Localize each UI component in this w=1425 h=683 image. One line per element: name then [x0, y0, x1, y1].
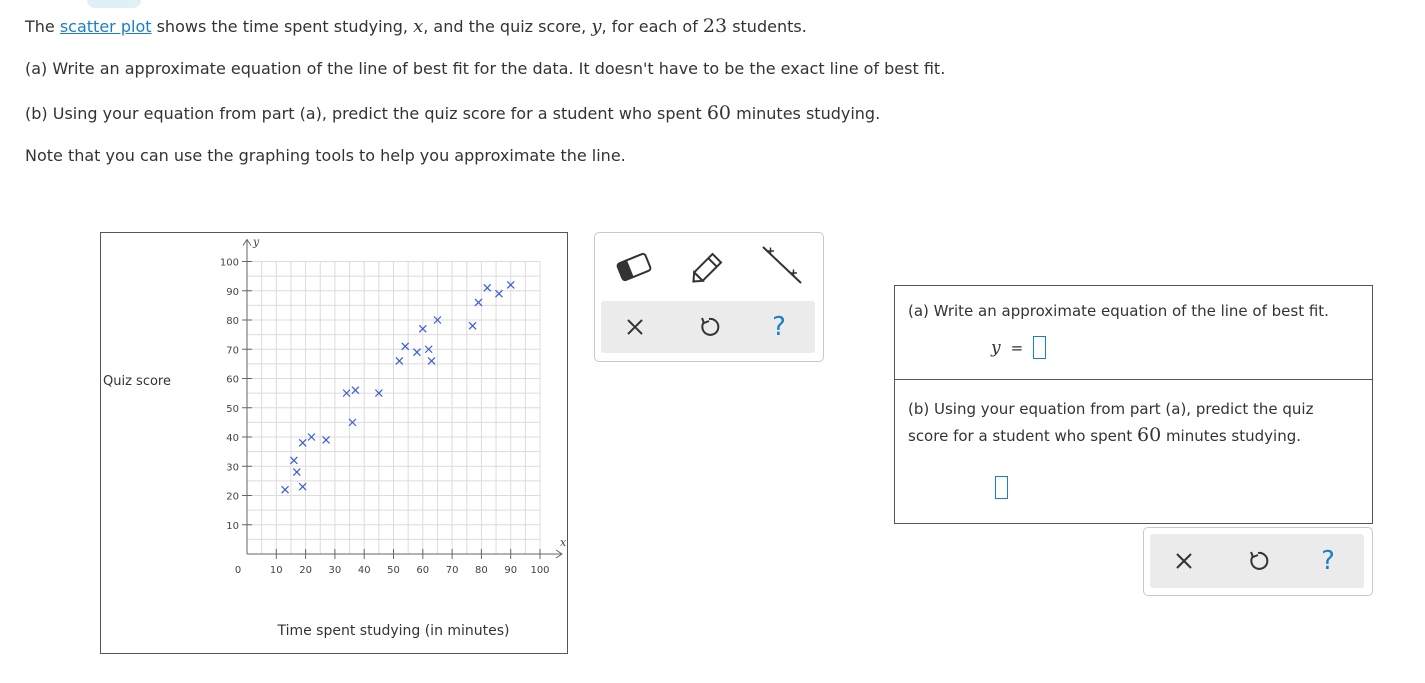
undo-graph-button[interactable]: [679, 305, 739, 349]
pencil-tool-button[interactable]: [679, 243, 739, 289]
x-tick-label: 40: [357, 565, 371, 576]
x-tick-label: 80: [475, 565, 488, 576]
origin-label: 0: [234, 565, 242, 576]
y-tick-label: 60: [226, 374, 239, 386]
equation-input[interactable]: [1033, 336, 1046, 359]
equation-var: y: [991, 337, 1001, 358]
y-axis-var: y: [253, 235, 260, 249]
undo-icon: [698, 316, 720, 338]
y-tick-label: 100: [219, 257, 239, 269]
x-axis-var: x: [560, 536, 567, 549]
x-tick-label: 30: [328, 565, 342, 576]
answer-a-label: (a) Write an approximate equation of the line of best fit.: [908, 302, 1329, 320]
answer-panel-b: [894, 379, 1373, 524]
answer-b-label: [908, 396, 1348, 449]
help-graph-button[interactable]: [749, 305, 809, 349]
top-tab-indicator: [87, 0, 141, 8]
minutes-value: 60: [706, 102, 732, 124]
help-icon: ?: [1321, 546, 1335, 576]
equation-row: [991, 336, 1046, 359]
y-tick-label: 80: [226, 316, 239, 327]
prompt-text: , for each of: [601, 17, 703, 36]
data-point: [469, 322, 476, 329]
prompt-text: minutes studying.: [731, 104, 881, 123]
scatter-plot-area[interactable]: [100, 232, 568, 654]
y-tick-label: 20: [226, 491, 239, 503]
undo-icon: [1247, 550, 1269, 572]
prompt-note: Note that you can use the graphing tools to help you approximate the line.: [25, 146, 626, 165]
prompt-text: The: [25, 17, 60, 36]
prompt-text: , and the quiz score,: [423, 17, 592, 36]
prompt-text: students.: [727, 17, 807, 36]
equals-sign: =: [1010, 338, 1024, 357]
y-tick-label: 90: [226, 286, 239, 298]
undo-answer-button[interactable]: [1228, 539, 1288, 583]
graph-action-row: [601, 301, 815, 353]
prompt-part-b: [25, 102, 880, 124]
line-tool-icon: [753, 243, 813, 289]
x-tick-label: 10: [269, 565, 283, 576]
var-x: x: [413, 16, 424, 37]
eraser-tool-button[interactable]: [603, 243, 663, 289]
y-tick-label: 70: [226, 345, 239, 357]
prompt-part-a: (a) Write an approximate equation of the line of best fit for the data. It doesn't have to be the exact line of best fit.: [25, 59, 946, 78]
y-tick-label: 40: [226, 433, 239, 444]
prediction-input[interactable]: [995, 476, 1008, 499]
y-tick-label: 30: [226, 462, 239, 474]
prompt-line-1: [25, 15, 807, 37]
prompt-text: shows the time spent studying,: [151, 17, 414, 36]
y-tick-label: 10: [226, 520, 239, 532]
data-point: [293, 469, 300, 476]
x-tick-label: 100: [530, 565, 550, 576]
eraser-icon: [603, 243, 663, 289]
x-axis-label: Time spent studying (in minutes): [277, 623, 510, 639]
answer-b-text: minutes studying.: [1161, 427, 1301, 445]
close-icon: [1174, 551, 1194, 571]
graph-tool-panel: [594, 232, 824, 362]
y-tick-label: 50: [226, 403, 239, 415]
answer-action-row: [1150, 534, 1364, 588]
y-axis-label: Quiz score: [103, 374, 171, 389]
x-tick-label: 90: [504, 565, 518, 576]
answer-tool-panel: [1143, 527, 1373, 596]
x-tick-label: 20: [299, 565, 312, 576]
var-y: y: [591, 16, 602, 37]
student-count: 23: [702, 15, 728, 37]
x-tick-label: 70: [445, 565, 459, 576]
clear-graph-button[interactable]: [605, 305, 665, 349]
clear-answer-button[interactable]: [1154, 539, 1214, 583]
answer-b-minutes: 60: [1136, 424, 1162, 446]
scatter-plot-svg[interactable]: [101, 233, 567, 653]
prompt-text: (b) Using your equation from part (a), predict the quiz score for a student who spent: [25, 104, 707, 123]
answer-b-text: (b) Using your equation from part (a), predict the quiz score for a student who spent: [908, 400, 1314, 445]
help-icon: ?: [772, 312, 786, 342]
x-tick-label: 60: [416, 565, 430, 576]
close-icon: [625, 317, 645, 337]
scatter-plot-link[interactable]: scatter plot: [59, 17, 152, 36]
help-answer-button[interactable]: [1298, 539, 1358, 583]
answer-panel-a: [894, 285, 1373, 380]
x-tick-label: 50: [387, 565, 400, 576]
pencil-icon: [679, 243, 739, 289]
data-point: [282, 486, 289, 493]
line-tool-button[interactable]: [753, 243, 813, 289]
